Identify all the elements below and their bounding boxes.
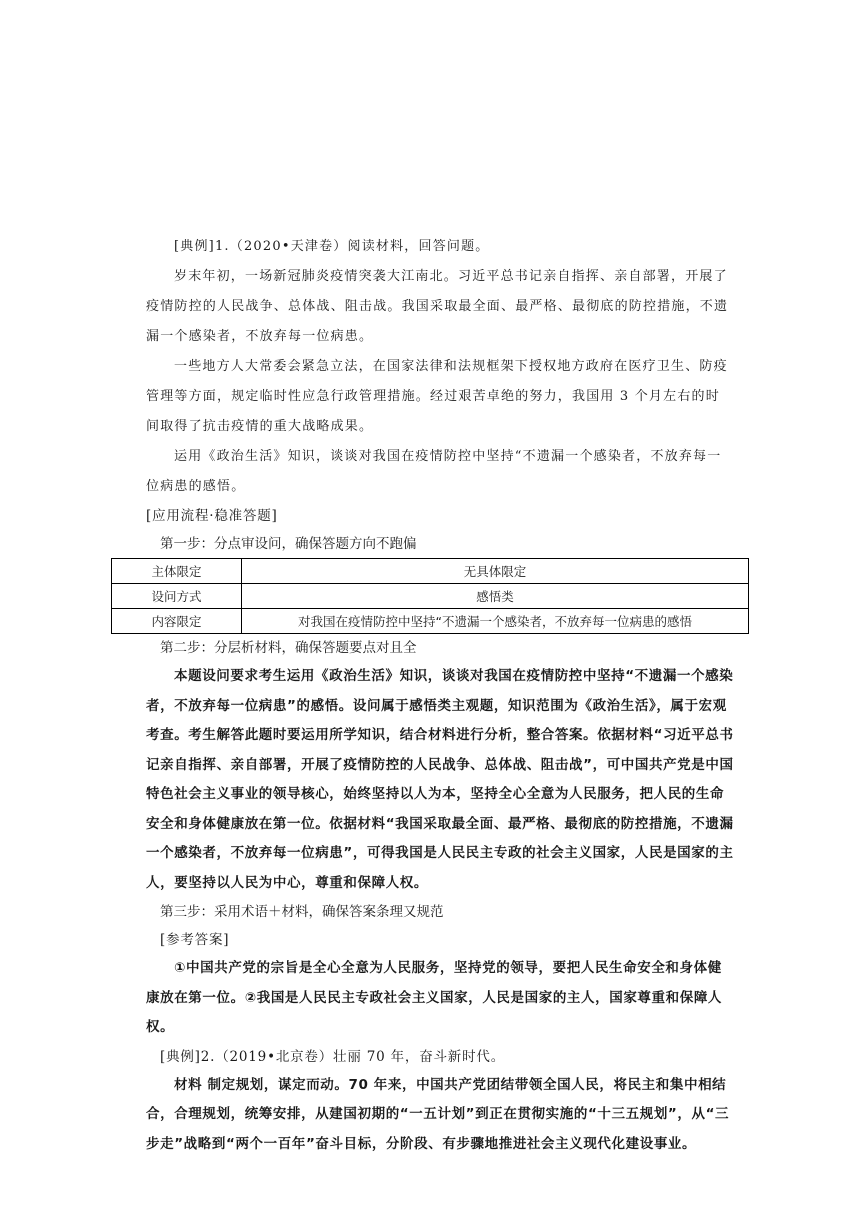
table-cell-label: 主体限定 — [112, 559, 242, 584]
table-cell-value: 无具体限定 — [242, 559, 749, 584]
table-cell-label: 设问方式 — [112, 584, 242, 609]
analysis-paragraph: 本题设问要求考生运用《政治生活》知识，谈谈对我国在疫情防控中坚持“不遗漏一个感染者，不放弃每一位病患”的感悟。设问属于感悟类主观题，知识范围为《政治生活》，属于宏观考查。考生解答此题时要运用所学知识，结合材料进行分析，整合答案。依据材料“习近平总书记亲自指挥、亲自部署，开展了疫情防控的人民战争、总体战、阻击战”，可中国共产党是中国特色社会主义事业的领导核心，始终坚持以人为本，坚持全心全意为人民服务，把人民的生命安全和身体健康放在第一位。依据材料“我国采取最全面、最严格、最彻底的防控措施，不遗漏一个感染者，不放弃每一位病患”，可得我国是人民民主专政的社会主义国家，人民是国家的主人，要坚持以人民为中心，尊重和保障人权。 — [146, 668, 734, 891]
step1-heading: 第一步：分点审设问，确保答题方向不跑偏 — [160, 536, 417, 552]
table-cell-value: 感悟类 — [242, 584, 749, 609]
document-content — [146, 232, 734, 1159]
table-cell-label: 内容限定 — [112, 609, 242, 634]
table-cell-value: 对我国在疫情防控中坚持“不遗漏一个感染者，不放弃每一位病患的感悟 — [242, 609, 749, 634]
step2-heading: 第二步：分层析材料，确保答题要点对且全 — [160, 640, 417, 656]
example1-question: 运用《政治生活》知识，谈谈对我国在疫情防控中坚持“不遗漏一个感染者，不放弃每一位病患的感悟。 — [146, 449, 722, 494]
example1-paragraph-1: 岁末年初，一场新冠肺炎疫情突袭大江南北。习近平总书记亲自指挥、亲自部署，开展了疫情防控的人民战争、总体战、阻击战。我国采取最全面、最严格、最彻底的防控措施，不遗漏一个感染者，不放弃每一位病患。 — [146, 269, 729, 344]
answer-paragraph: ①中国共产党的宗旨是全心全意为人民服务，坚持党的领导，要把人民生命安全和身体健康放在第一位。②我国是人民民主专政社会主义国家，人民是国家的主人，国家尊重和保障人权。 — [146, 960, 723, 1035]
example2-material: 材料 制定规划，谋定而动。70 年来，中国共产党团结带领全国人民，将民主和集中相结合，合理规划，统筹安排，从建国初期的“一五计划”到正在贯彻实施的“十三五规划”，从“三步走”战略到“两个一百年”奋斗目标，分阶段、有步骤地推进社会主义现代化建设事业。 — [146, 1076, 730, 1152]
flow-label: [应用流程·稳准答题] — [146, 508, 278, 524]
table-row — [112, 584, 749, 609]
analysis-table — [111, 558, 749, 634]
answer-label: [参考答案] — [160, 932, 230, 948]
table-row — [112, 559, 749, 584]
example1-paragraph-2: 一些地方人大常委会紧急立法，在国家法律和法规框架下授权地方政府在医疗卫生、防疫管理等方面，规定临时性应急行政管理措施。经过艰苦卓绝的努力，我国用 3 个月左右的时间取得了抗击疫情的重大战略成果。 — [146, 359, 728, 434]
step3-heading: 第三步：采用术语＋材料，确保答案条理又规范 — [160, 904, 444, 920]
example1-title: [典例]1.（2020•天津卷）阅读材料，回答问题。 — [174, 239, 490, 254]
table-row — [112, 609, 749, 634]
example2-title: [典例]2.（2019•北京卷）壮丽 70 年，奋斗新时代。 — [160, 1048, 505, 1065]
